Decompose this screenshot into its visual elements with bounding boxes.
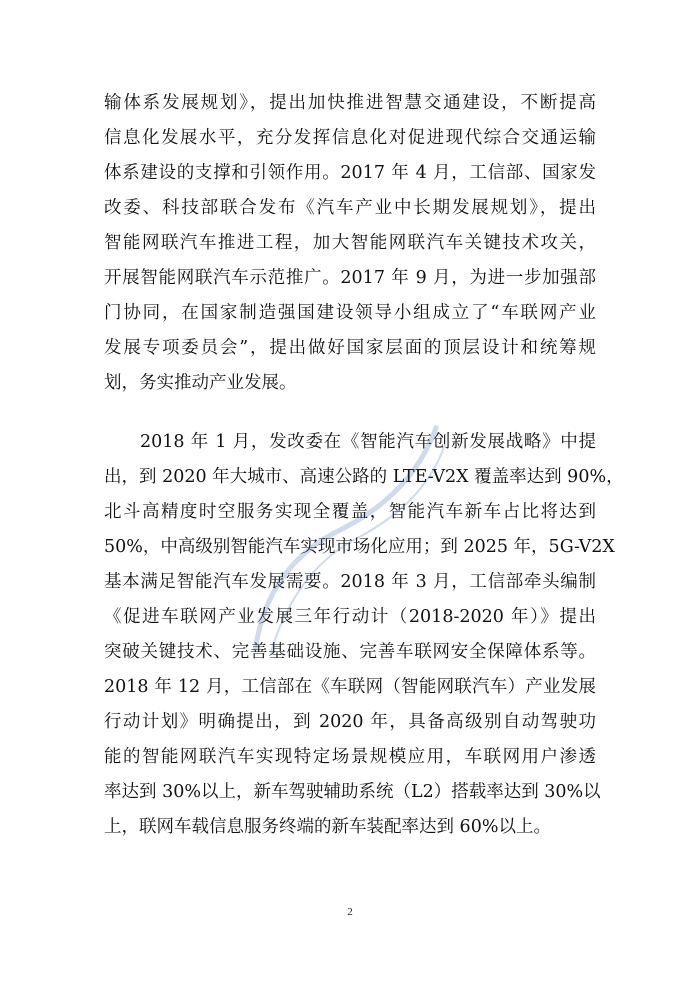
text-line: 率达到 30%以上，新车驾驶辅助系统（L2）搭载率达到 30%以 xyxy=(104,782,601,802)
text-line: 2018 年 12 月，工信部在《车联网（智能网联汽车）产业发展 xyxy=(104,677,596,697)
text-line: 智能网联汽车推进工程，加大智能网联汽车关键技术攻关， xyxy=(104,233,596,253)
text-line: 行动计划》明确提出，到 2020 年，具备高级别自动驾驶功 xyxy=(104,712,596,732)
text-line: 北斗高精度时空服务实现全覆盖，智能汽车新车占比将达到 xyxy=(104,502,596,522)
text-line: 突破关键技术、完善基础设施、完善车联网安全保障体系等。 xyxy=(104,642,596,662)
text-line: 2018 年 1 月，发改委在《智能汽车创新发展战略》中提 xyxy=(140,432,596,452)
text-line: 出，到 2020 年大城市、高速公路的 LTE-V2X 覆盖率达到 90%， xyxy=(104,467,624,487)
text-line: 改委、科技部联合发布《汽车产业中长期发展规划》，提出 xyxy=(104,198,596,218)
text-line: 《促进车联网产业发展三年行动计（2018-2020 年）》提出 xyxy=(104,607,596,627)
paragraph-2 xyxy=(104,425,624,845)
paragraph-1 xyxy=(104,86,596,401)
text-line: 基本满足智能汽车发展需要。2018 年 3 月，工信部牵头编制 xyxy=(104,572,596,592)
text-line: 上，联网车载信息服务终端的新车装配率达到 60%以上。 xyxy=(104,817,551,837)
text-line: 50%，中高级别智能汽车实现市场化应用；到 2025 年，5G-V2X xyxy=(104,537,615,557)
text-line: 体系建设的支撑和引领作用。2017 年 4 月，工信部、国家发 xyxy=(104,163,596,183)
text-line: 门协同，在国家制造强国建设领导小组成立了“车联网产业 xyxy=(104,303,596,323)
text-line: 信息化发展水平，充分发挥信息化对促进现代综合交通运输 xyxy=(104,128,596,148)
text-line: 能的智能网联汽车实现特定场景规模应用，车联网用户渗透 xyxy=(104,747,596,767)
text-line: 开展智能网联汽车示范推广。2017 年 9 月，为进一步加强部 xyxy=(104,268,596,288)
text-line: 划，务实推动产业发展。 xyxy=(104,373,297,393)
page-number: 2 xyxy=(347,906,353,918)
text-line: 发展专项委员会”，提出做好国家层面的顶层设计和统筹规 xyxy=(104,338,596,358)
text-line: 输体系发展规划》，提出加快推进智慧交通建设，不断提高 xyxy=(104,93,596,113)
